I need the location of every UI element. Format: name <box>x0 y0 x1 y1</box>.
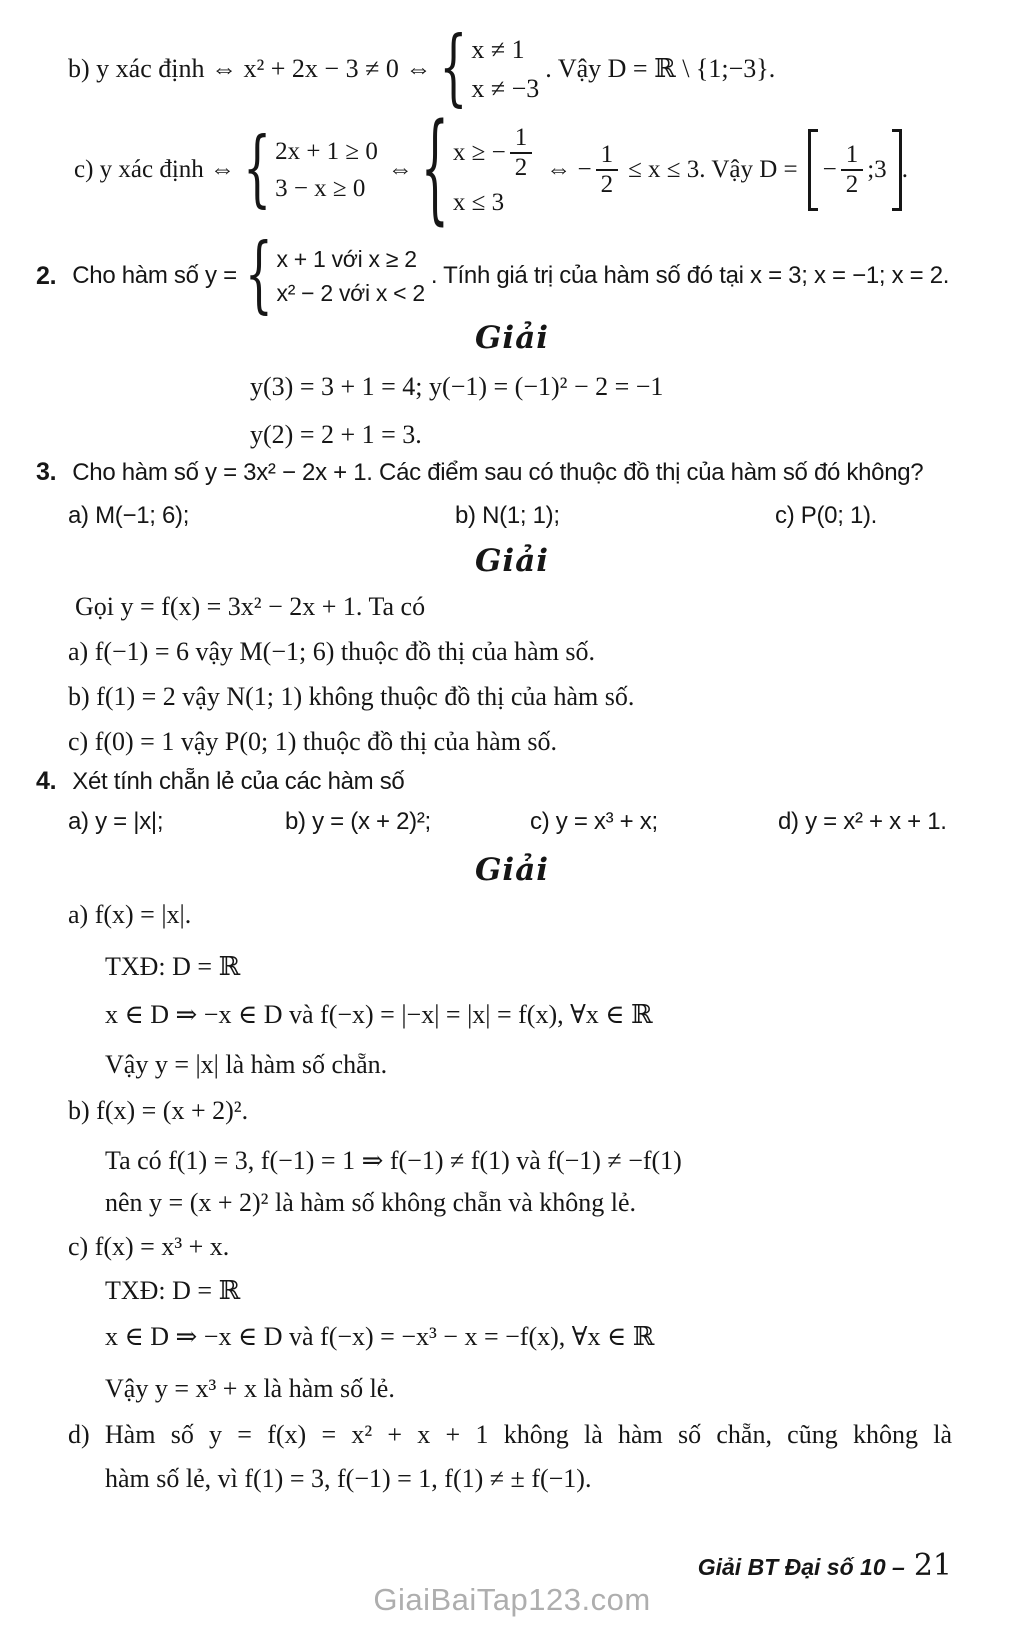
part-c-sys2-case2: x ≤ 3 <box>452 188 505 216</box>
fraction-numerator: 1 <box>600 141 614 168</box>
problem-2-number: 2. <box>36 261 57 290</box>
solution-header: Giải <box>474 543 550 579</box>
part-b-case2: x ≠ −3 <box>471 73 540 103</box>
problem-4-solution-line: d) Hàm số y = f(x) = x² + x + 1 không là hàm số chẵn, cũng không là <box>68 1420 952 1449</box>
problem-4-solution-line: TXĐ: D = ℝ <box>105 952 241 981</box>
part-b-case1: x ≠ 1 <box>471 34 525 64</box>
part-c-mid-pre: ⇔ − <box>546 156 592 183</box>
part-b-tail: . Vậy D = ℝ \ {1;−3}. <box>545 54 776 83</box>
interval-bracket <box>798 129 902 211</box>
part-b-lead: b) y xác định ⇔ x² + 2x − 3 ≠ 0 ⇔ <box>68 54 432 83</box>
fraction-one-half <box>841 141 864 199</box>
left-brace-icon: { <box>420 99 449 238</box>
page-footer <box>698 1548 952 1583</box>
problem-2-case1: x + 1 với x ≥ 2 <box>276 245 417 272</box>
problem-4-statement <box>36 767 404 796</box>
right-square-bracket-icon <box>892 129 902 211</box>
problem-4-solution-line: Vậy y = x³ + x là hàm số lẻ. <box>105 1374 395 1403</box>
problem-4-option-d: d) y = x² + x + 1. <box>778 808 947 835</box>
problem-4-solution-line: Vậy y = |x| là hàm số chẵn. <box>105 1050 388 1079</box>
problem-3-solution-line: a) f(−1) = 6 vậy M(−1; 6) thuộc đồ thị của hàm số. <box>68 637 596 666</box>
problem-3-solution-line: Gọi y = f(x) = 3x² − 2x + 1. Ta có <box>75 592 426 621</box>
problem-3-statement <box>36 458 923 487</box>
problem-4-option-c: c) y = x³ + x; <box>530 808 658 835</box>
problem-4-solution-line: Ta có f(1) = 3, f(−1) = 1 ⇒ f(−1) ≠ f(1) và f(−1) ≠ −f(1) <box>105 1146 682 1175</box>
fraction-numerator: 1 <box>514 123 528 151</box>
part-c-sys1-case2: 3 − x ≥ 0 <box>275 174 366 202</box>
problem-4-option-a: a) y = |x|; <box>68 808 164 835</box>
problem-3-option-c: c) P(0; 1). <box>775 502 878 529</box>
problem-4-text: Xét tính chẵn lẻ của các hàm số <box>72 767 405 795</box>
fraction-denominator: 2 <box>596 169 619 199</box>
problem-2-statement <box>36 226 950 324</box>
problem-3-solution-line: c) f(0) = 1 vậy P(0; 1) thuộc đồ thị của hàm số. <box>68 727 558 756</box>
interval-minus: − <box>822 156 837 183</box>
left-square-bracket-icon <box>808 129 818 211</box>
fraction-denominator: 2 <box>510 152 533 182</box>
problem-4-solution-line: a) f(x) = |x|. <box>68 900 192 929</box>
left-brace-icon: { <box>439 19 468 117</box>
line-part-c <box>74 99 908 238</box>
problem-3-solution-line: b) f(1) = 2 vậy N(1; 1) không thuộc đồ thị của hàm số. <box>68 682 635 711</box>
problem-2-solution-line: y(3) = 3 + 1 = 4; y(−1) = (−1)² − 2 = −1 <box>250 372 664 401</box>
left-brace-icon: { <box>243 120 272 218</box>
left-brace-icon: { <box>244 226 273 324</box>
problem-2-cases <box>277 246 425 307</box>
interval-upper: ;3 <box>867 156 887 183</box>
site-watermark: GiaiBaiTap123.com <box>373 1582 651 1617</box>
sys2-case1-pre: x ≥ − <box>452 138 506 166</box>
fraction-denominator: 2 <box>841 169 864 199</box>
part-c-sys2-case1 <box>453 124 536 182</box>
problem-4-option-b: b) y = (x + 2)²; <box>285 808 431 835</box>
part-c-sys1-case1: 2x + 1 ≥ 0 <box>275 137 378 165</box>
problem-4-solution-line: b) f(x) = (x + 2)². <box>68 1096 249 1125</box>
fraction-numerator: 1 <box>845 141 859 168</box>
solution-header: Giải <box>474 320 550 356</box>
problem-4-solution-line: x ∈ D ⇒ −x ∈ D và f(−x) = |−x| = |x| = f(x), ∀x ∈ ℝ <box>105 1000 653 1029</box>
fraction-one-half <box>510 124 533 182</box>
part-b-cases <box>471 35 539 104</box>
part-c-system2 <box>453 124 536 217</box>
part-c-system1 <box>275 138 378 203</box>
problem-4-solution-line: hàm số lẻ, vì f(1) = 3, f(−1) = 1, f(1) ≠ ± f(−1). <box>105 1464 592 1493</box>
footer-book-title: Giải BT Đại số 10 – <box>697 1554 905 1580</box>
problem-2-lead: Cho hàm số y = <box>72 262 237 289</box>
problem-3-option-a: a) M(−1; 6); <box>68 502 190 529</box>
solution-header: Giải <box>474 852 550 888</box>
part-c-lead: c) y xác định ⇔ <box>74 156 236 183</box>
page-number: 21 <box>913 1548 952 1583</box>
part-c-end: . <box>901 156 908 183</box>
fraction-one-half <box>596 141 619 199</box>
problem-2-case2: x² − 2 với x < 2 <box>276 279 425 306</box>
part-c-arrow: ⇔ <box>387 156 413 183</box>
problem-3-number: 3. <box>36 458 57 486</box>
problem-4-solution-line: nên y = (x + 2)² là hàm số không chẵn và không lẻ. <box>105 1188 637 1217</box>
problem-4-number: 4. <box>36 767 57 795</box>
problem-4-solution-line: x ∈ D ⇒ −x ∈ D và f(−x) = −x³ − x = −f(x), ∀x ∈ ℝ <box>105 1322 655 1351</box>
problem-2-tail: . Tính giá trị của hàm số đó tại x = 3; x = −1; x = 2. <box>430 262 950 289</box>
problem-3-text: Cho hàm số y = 3x² − 2x + 1. Các điểm sau có thuộc đồ thị của hàm số đó không? <box>72 458 924 486</box>
problem-4-solution-line: TXĐ: D = ℝ <box>105 1276 241 1305</box>
part-c-mid-post: ≤ x ≤ 3. Vậy D = <box>628 156 798 183</box>
problem-2-solution-line: y(2) = 2 + 1 = 3. <box>250 420 422 449</box>
problem-3-option-b: b) N(1; 1); <box>455 502 560 529</box>
problem-4-solution-line: c) f(x) = x³ + x. <box>68 1232 230 1261</box>
